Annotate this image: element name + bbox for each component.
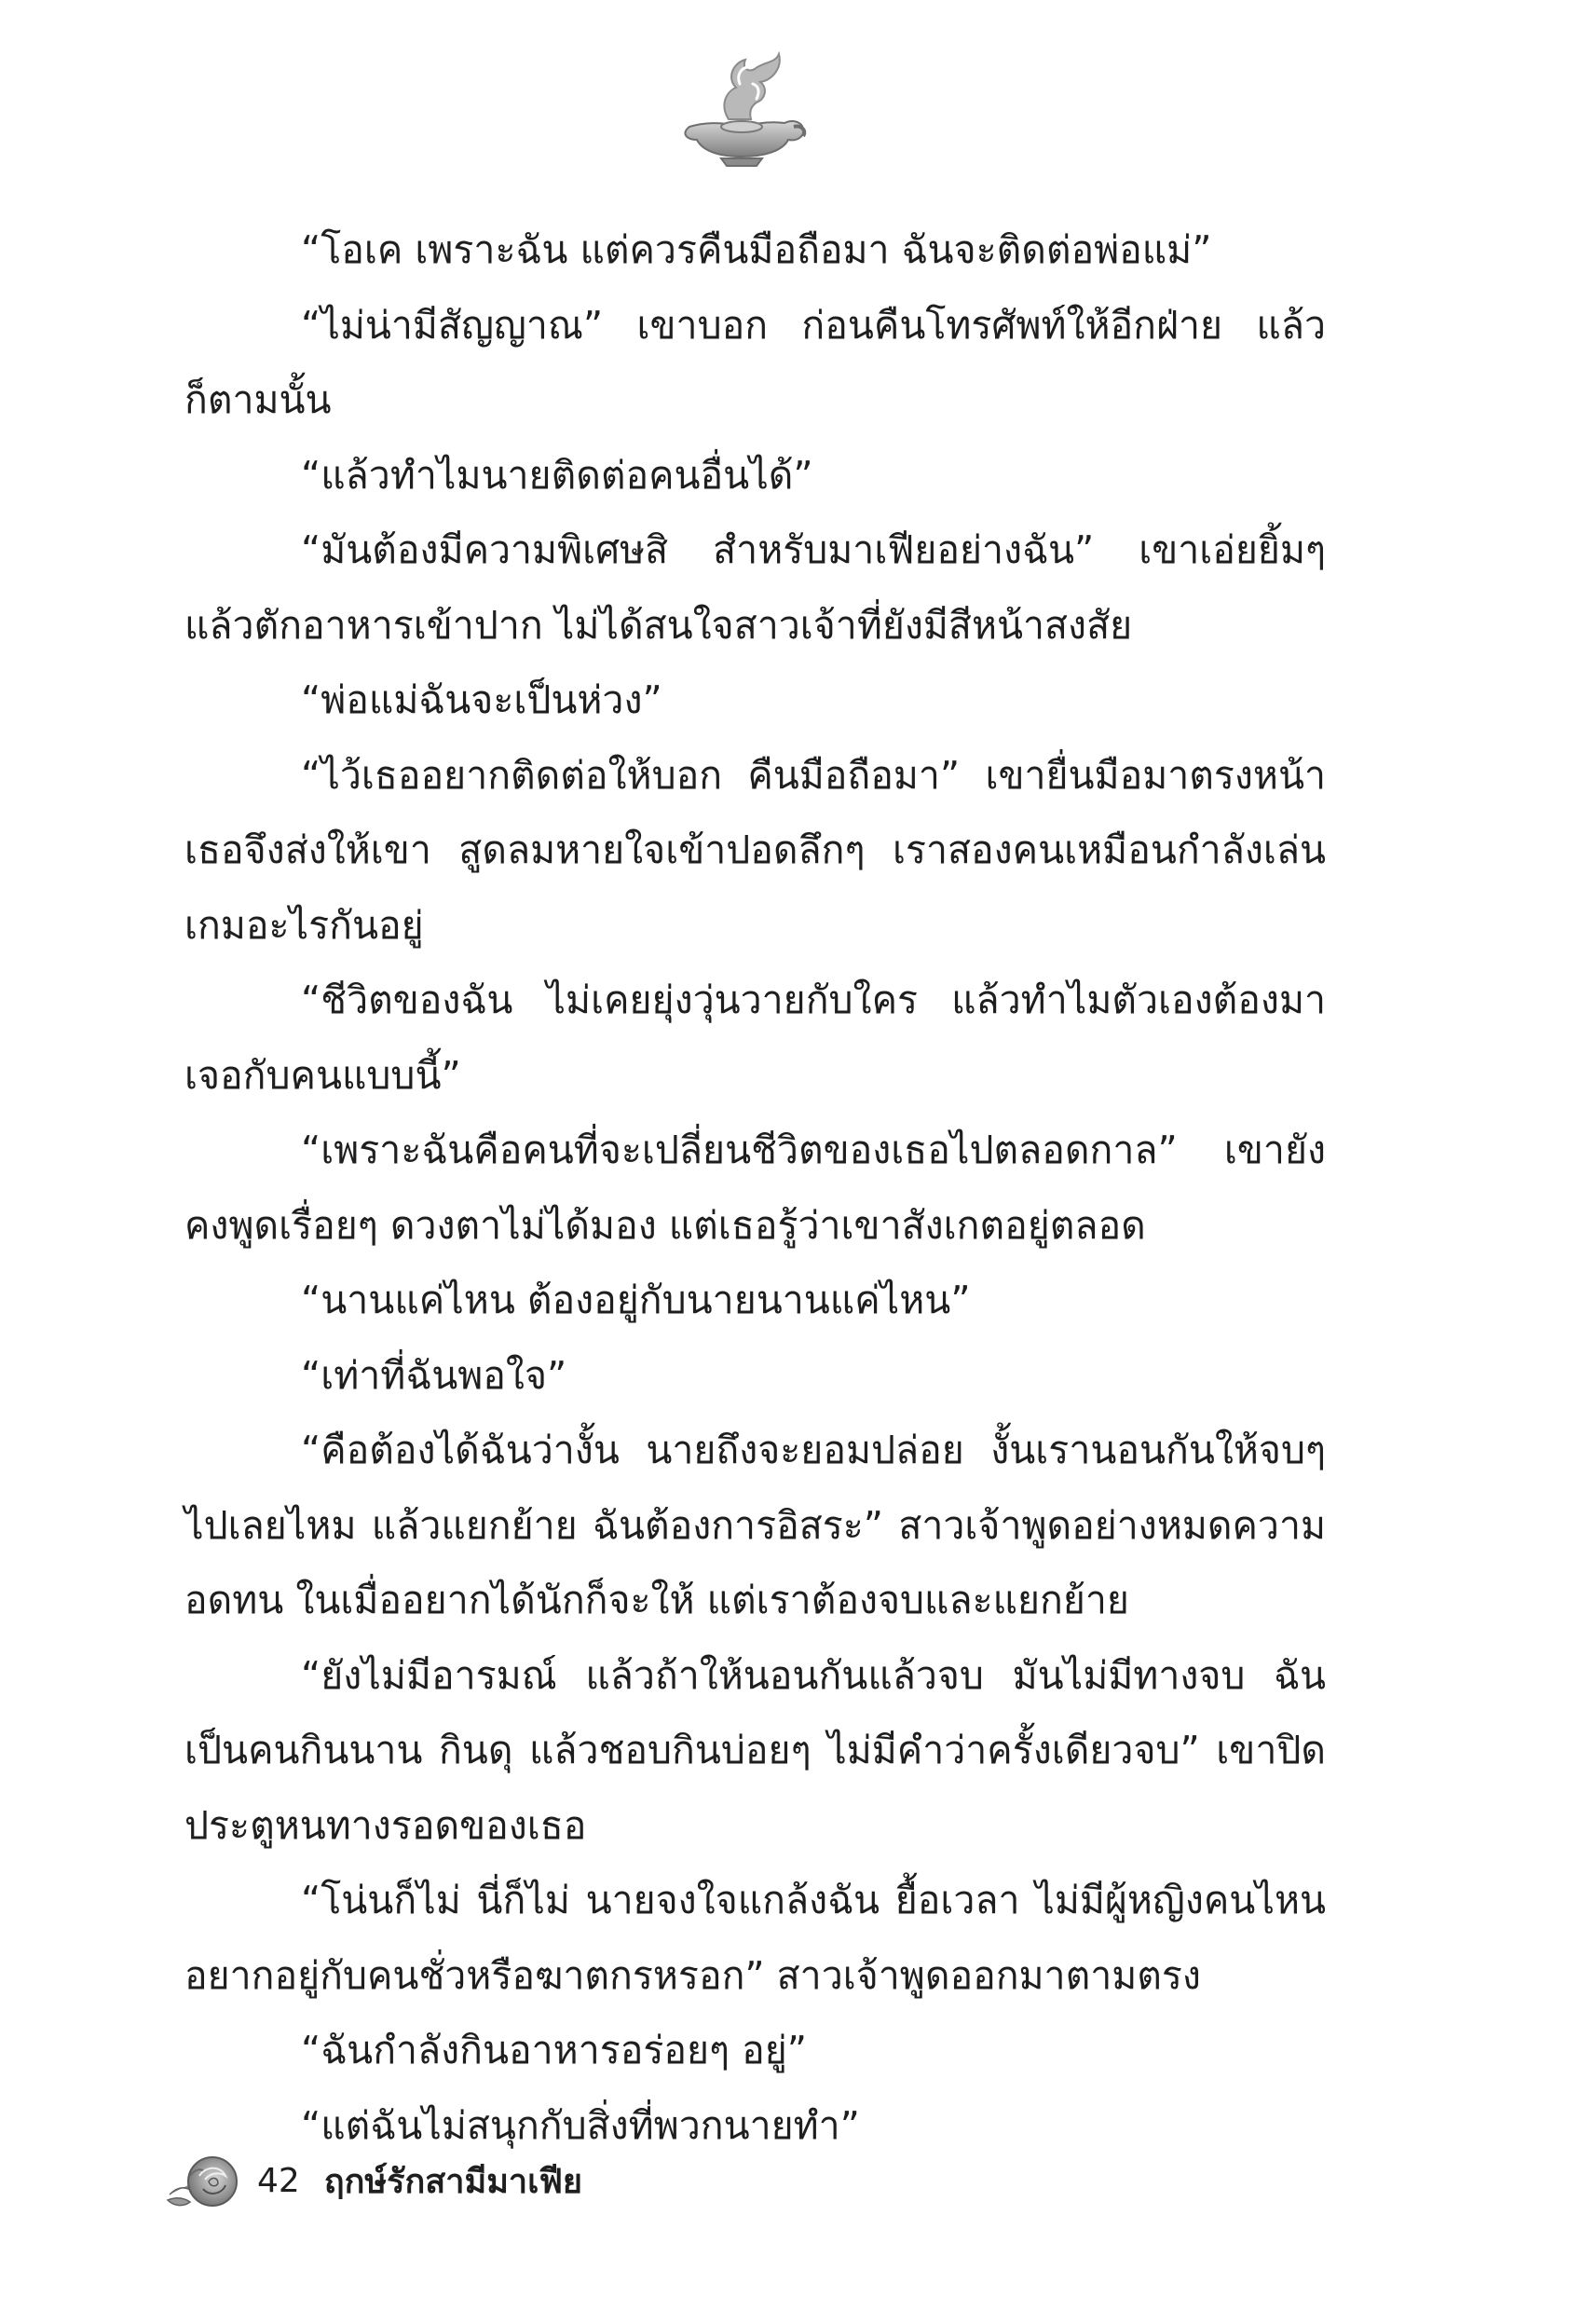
story-text (184, 212, 1326, 2163)
book-title: ฤกษ์รักสามีมาเฟีย (323, 2162, 583, 2201)
paragraph: “ชีวิตของฉัน ไม่เคยยุ่งวุ่นวายกับใคร แล้วทำไมตัวเองต้องมาเจอกับคนแบบนี้” (184, 978, 1326, 1098)
page-footer (166, 2143, 818, 2218)
rose-icon (166, 2148, 240, 2213)
paragraph: “เท่าที่ฉันพอใจ” (301, 1352, 567, 1398)
paragraph: “คือต้องได้ฉันว่างั้น นายถึงจะยอมปล่อย งั้นเรานอนกันให้จบๆ ไปเลยไหม แล้วแยกย้าย ฉันต้องการอิสระ” สาวเจ้าพูดอย่างหมดความอดทน ในเมื่ออยากได้นักก็จะให้ แต่เราต้องจบและแยกย้าย (184, 1428, 1326, 1622)
genie-lamp-icon (671, 47, 811, 168)
paragraph: “พ่อแม่ฉันจะเป็นห่วง” (301, 677, 662, 722)
paragraph: “แล้วทำไมนายติดต่อคนอื่นได้” (301, 452, 813, 498)
paragraph: “เพราะฉันคือคนที่จะเปลี่ยนชีวิตของเธอไปตลอดกาล” เขายังคงพูดเรื่อยๆ ดวงตาไม่ได้มอง แต่เธอรู้ว่าเขาสังเกตอยู่ตลอด (184, 1128, 1326, 1248)
paragraph: “ฉันกำลังกินอาหารอร่อยๆ อยู่” (301, 2028, 807, 2072)
paragraph: “โน่นก็ไม่ นี่ก็ไม่ นายจงใจแกล้งฉัน ยื้อเวลา ไม่มีผู้หญิงคนไหนอยากอยู่กับคนชั่วหรือฆาตกรหรอก” สาวเจ้าพูดออกมาตามตรง (184, 1878, 1326, 1998)
paragraph: “แต่ฉันไม่สนุกกับสิ่งที่พวกนายทำ” (301, 2102, 860, 2148)
paragraph: “ไม่น่ามีสัญญาณ” เขาบอก ก่อนคืนโทรศัพท์ให้อีกฝ่าย แล้วก็ตามนั้น (184, 302, 1326, 422)
paragraph: “นานแค่ไหน ต้องอยู่กับนายนานแค่ไหน” (301, 1278, 971, 1322)
paragraph: “ไว้เธออยากติดต่อให้บอก คืนมือถือมา” เขายื่นมือมาตรงหน้า เธอจึงส่งให้เขา สูดลมหายใจเข้าปอดลึกๆ เราสองคนเหมือนกำลังเล่นเกมอะไรกันอยู่ (184, 752, 1326, 948)
paragraph: “มันต้องมีความพิเศษสิ สำหรับมาเฟียอย่างฉัน” เขาเอ่ยยิ้มๆ แล้วตักอาหารเข้าปาก ไม่ได้สนใจสาวเจ้าที่ยังมีสีหน้าสงสัย (184, 527, 1326, 648)
paragraph: “ยังไม่มีอารมณ์ แล้วถ้าให้นอนกันแล้วจบ มันไม่มีทางจบ ฉันเป็นคนกินนาน กินดุ แล้วชอบกินบ่อยๆ ไม่มีคำว่าครั้งเดียวจบ” เขาปิดประตูหนทางรอดของเธอ (184, 1652, 1326, 1848)
page-number: 42 (257, 2161, 300, 2200)
paragraph: “โอเค เพราะฉัน แต่ควรคืนมือถือมา ฉันจะติดต่อพ่อแม่” (301, 227, 1212, 272)
